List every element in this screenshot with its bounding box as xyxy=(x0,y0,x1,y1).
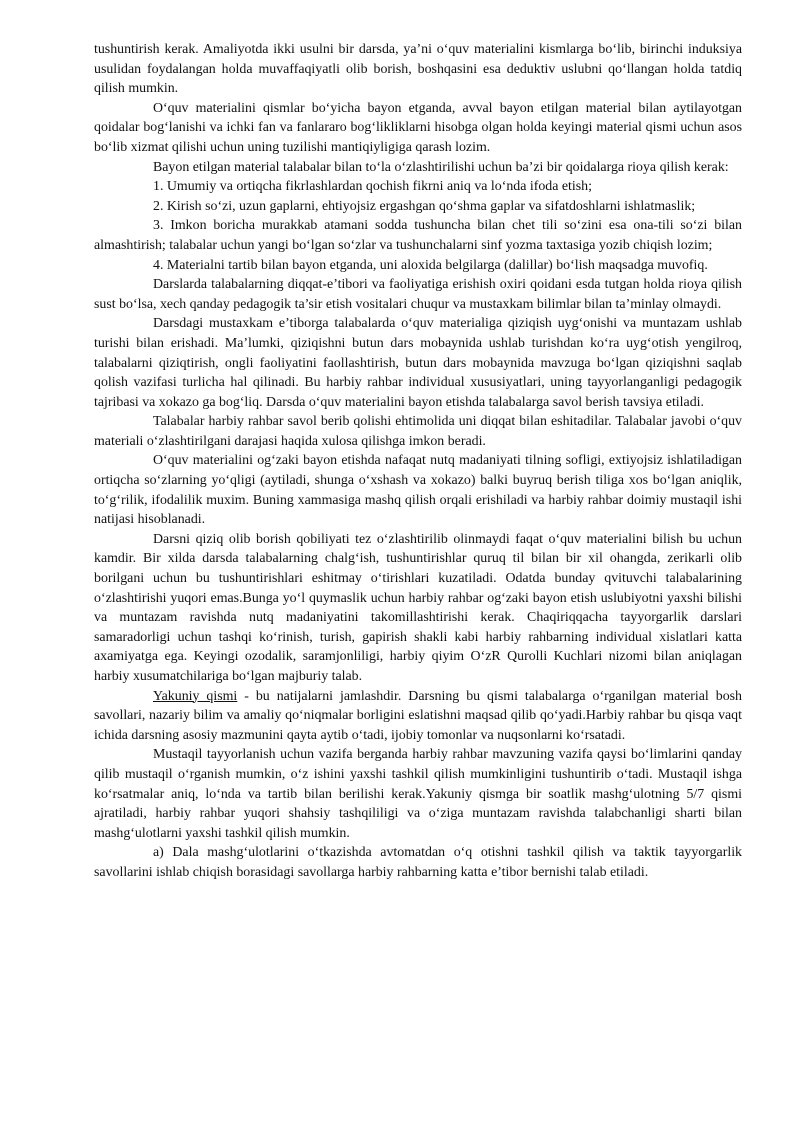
paragraph-final-part xyxy=(94,687,742,746)
paragraph-questions: Talabalar harbiy rahbar savol berib qolishi ehtimolida uni diqqat bilan eshitadilar. Talabalar javobi o‘quv materiali o‘zlashtirilgani darajasi haqida xulosa qilishga imkon beradi. xyxy=(94,414,742,449)
final-part-heading: Yakuniy qismi xyxy=(153,688,238,704)
rule-item-2: 2. Kirish so‘zi, uzun gaplarni, ehtiyojsiz ergashgan qo‘shma gaplar va sifatdoshlarni ishlatmaslik; xyxy=(153,198,696,214)
paragraph-material-parts: O‘quv materialini qismlar bo‘yicha bayon etganda, avval bayon etilgan material bilan aytilayotgan qoidalar bog‘lanishi va ichki fan va fanlararo bog‘likliklarni hisobga olgan holda keyingi material qismi uchun asos bo‘lib xizmat qilishi uchun uning tuzilishi mantiqiyligiga qarash lozim. xyxy=(94,100,742,155)
paragraph-independent-work: Mustaqil tayyorlanish uchun vazifa berganda harbiy rahbar mavzuning vazifa qaysi bo‘limlarini qanday qilib mustaqil o‘rganish mumkin, o‘z ishini yaxshi tashkil qilish mumkinligini tushuntirib o‘tadi. Mustaqil ishga ko‘rsatmalar aniq, lo‘nda va tartib bilan berilishi kerak.Yakuniy qismga bir soatlik mashg‘ulotning 5/7 qismi ajratiladi, harbiy rahbar yuqori shahsiy tashqililigi va o‘ziga muntazam ravishda talabchanligi sharti bilan mashg‘ulotlarni yaxshi tashkil qilish mumkin. xyxy=(94,747,742,841)
paragraph-attention: Darslarda talabalarning diqqat-e’tibori va faoliyatiga erishish oxiri qoidani esda tutgan holda rioya qilish sust bo‘lsa, xech qanday pedagogik ta’sir etish vositalari chuqur va mustaxkam bilimlar bilan ta’minlay olmaydi. xyxy=(94,277,742,312)
paragraph-intro-continuation: tushuntirish kerak. Amaliyotda ikki usulni bir darsda, ya’ni o‘quv materialini kismlarga bo‘lib, birinchi induksiya usulidan foydalangan holda muvaffaqiyatli olib borish, boshqasini esa deduktiv uslubni qo‘llangan holda tatdiq qilish mumkin. xyxy=(94,42,742,97)
rule-item-4: 4. Materialni tartib bilan bayon etganda, uni aloxida belgilarga (dalillar) bo‘lish maqsadga muvofiq. xyxy=(153,257,708,273)
paragraph-speech-culture: O‘quv materialini og‘zaki bayon etishda nafaqat nutq madaniyati tilning sofligi, extiyojsiz ishlatiladigan ortiqcha so‘zlarning yo‘qligi (aytiladi, shunga o‘xshash va xokazo) balki buyruq berish tiliga xos bo‘lgan aniqlik, to‘g‘rilik, ifodalilik muxim. Buning xammasiga mashq qilish orqali erishiladi va harbiy rahbar doimiy mustaqil ishi natijasi hisoblanadi. xyxy=(94,453,742,528)
final-part-text: - bu natijalarni jamlashdir. Darsning bu qismi talabalarga o‘rganilgan material bosh savollari, nazariy bilim va amaliy qo‘niqmalar borligini eslatishni maqsad qilib qo‘yadi.Harbiy rahbar bu qisqa vaqt ichida darsning asosiy mazmunini qayta aytib o‘tadi, ijobiy tomonlar va nuqsonlarni ko‘rsatadi. xyxy=(94,688,742,743)
paragraph-interest: Darsdagi mustaxkam e’tiborga talabalarda o‘quv materialiga qiziqish uyg‘onishi va muntazam ushlab turishi bilan erishadi. Ma’lumki, qiziqishni butun dars mobaynida ushlab turishdan ko‘ra uyg‘otish yengilroq, talabalarni qiziqtirish, ongli faoliyatini faollashtirish, butun dars mobaynida mavzuga bo‘lgan qiziqishni saqlab qolish vazifasi turlicha hal qilinadi. Bu harbiy rahbar individual xususiyatlari, uning tayyorlanganligi pedagogik tajribasi va xokazo ga bog‘liq. Darsda o‘quv materialini bayon etishda talabalarga savol berish tavsiya etiladi. xyxy=(94,316,742,410)
paragraph-engaging-lesson: Darsni qiziq olib borish qobiliyati tez o‘zlashtirilib olinmaydi faqat o‘quv materialini bilish bu uchun kamdir. Bir xilda darsda talabalarning chalg‘ish, tushuntirishlar quruq til bilan bir xil ohangda, zerikarli olib borilgani uchun bu tushuntirishlari eshitmay o‘tirishlari kuzatiladi. Odatda bunday qvituvchi talabalarining o‘zlashtirishi yuqori emas.Bunga yo‘l quymaslik uchun harbiy rahbar og‘zaki bayon etish uslubiyotni yaxshi bilishi va muntazam ravishda nutq madaniyatini takomillashtirishi kerak. Chaqiriqqacha tayyorgarlik darslari samaradorligi uchun tashqi ko‘rinish, turish, gapirish shakli kabi harbiy rahbarning individual xislatlari katta axamiyatga ega. Keyingi ozodalik, saramjonliligi, harbiy qiyim O‘zR Qurolli Kuchlari nizomi bilan aniqlagan harbiy xusumatchilariga bo‘lgan majburiy talab. xyxy=(94,531,742,684)
paragraph-rules-intro: Bayon etilgan material talabalar bilan to‘la o‘zlashtirilishi uchun ba’zi bir qoidalarga rioya qilish kerak: xyxy=(153,159,729,175)
rule-item-1: 1. Umumiy va ortiqcha fikrlashlardan qochish fikrni aniq va lo‘nda ifoda etish; xyxy=(153,179,592,195)
paragraph-field-exercises: a) Dala mashg‘ulotlarini o‘tkazishda avtomatdan o‘q otishni tashkil qilish va taktik tayyorgarlik savollarini ishlab chiqish borasidagi savollarga harbiy rahbarning katta e’tibor bernishi talab etiladi. xyxy=(94,845,742,880)
document-page xyxy=(94,40,742,883)
rule-item-3: 3. Imkon boricha murakkab atamani sodda tushuncha bilan chet tili so‘zini esa ona-tili so‘zi bilan almashtirish; talabalar uchun yangi bo‘lgan so‘zlar va tushunchalarni sinf yozma taxtasiga yozib chiqish lozim; xyxy=(94,218,742,253)
